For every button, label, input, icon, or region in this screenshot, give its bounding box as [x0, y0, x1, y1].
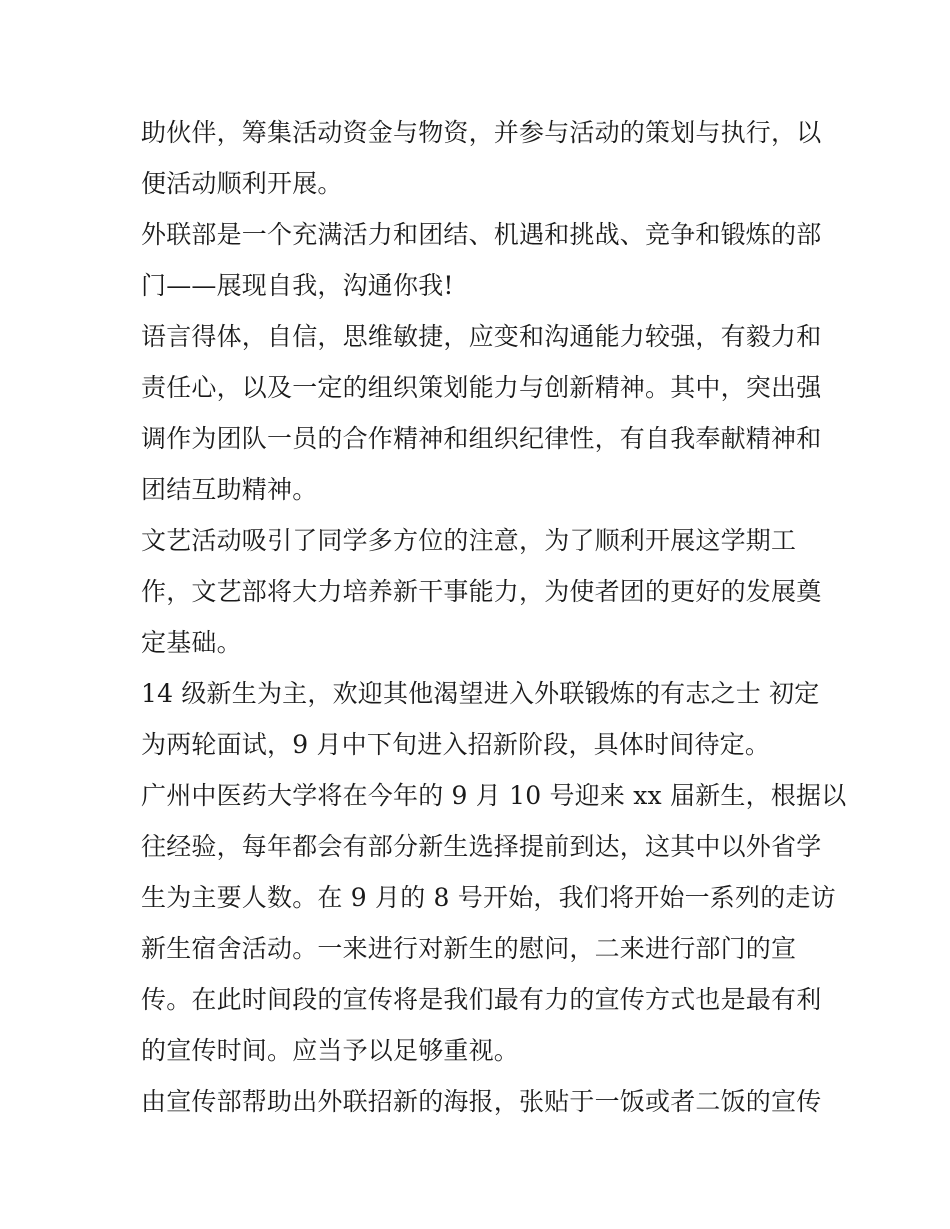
text-line: 调作为团队一员的合作精神和组织纪律性，有自我奉献精神和 [141, 424, 822, 453]
text-line: 生为主要人数。在 9 月的 8 号开始，我们将开始一系列的走访 [141, 883, 836, 912]
text-line: 语言得体，自信，思维敏捷，应变和沟通能力较强，有毅力和 [141, 322, 822, 351]
text-line: 广州中医药大学将在今年的 9 月 10 号迎来 xx 届新生，根据以 [141, 781, 847, 810]
document-body [141, 107, 847, 1127]
text-line: 便活动顺利开展。 [141, 169, 343, 198]
text-line: 助伙伴，筹集活动资金与物资，并参与活动的策划与执行，以 [141, 118, 822, 147]
text-line: 14 级新生为主，欢迎其他渴望进入外联锻炼的有志之士 初定 [141, 679, 820, 708]
text-line: 往经验，每年都会有部分新生选择提前到达，这其中以外省学 [141, 832, 822, 861]
text-line: 由宣传部帮助出外联招新的海报，张贴于一饭或者二饭的宣传 [141, 1087, 822, 1116]
text-line: 外联部是一个充满活力和团结、机遇和挑战、竞争和锻炼的部 [141, 220, 822, 249]
text-line: 责任心，以及一定的组织策划能力与创新精神。其中，突出强 [141, 373, 822, 402]
text-line: 定基础。 [141, 628, 242, 657]
text-line: 门——展现自我，沟通你我! [141, 271, 454, 300]
text-line: 的宣传时间。应当予以足够重视。 [141, 1036, 520, 1065]
text-line: 为两轮面试，9 月中下旬进入招新阶段，具体时间待定。 [141, 730, 771, 759]
text-line: 新生宿舍活动。一来进行对新生的慰问，二来进行部门的宣 [141, 934, 797, 963]
text-line: 作，文艺部将大力培养新干事能力，为使者团的更好的发展奠 [141, 577, 822, 606]
text-line: 文艺活动吸引了同学多方位的注意，为了顺利开展这学期工 [141, 526, 797, 555]
text-line: 传。在此时间段的宣传将是我们最有力的宣传方式也是最有利 [141, 985, 822, 1014]
text-line: 团结互助精神。 [141, 475, 318, 504]
